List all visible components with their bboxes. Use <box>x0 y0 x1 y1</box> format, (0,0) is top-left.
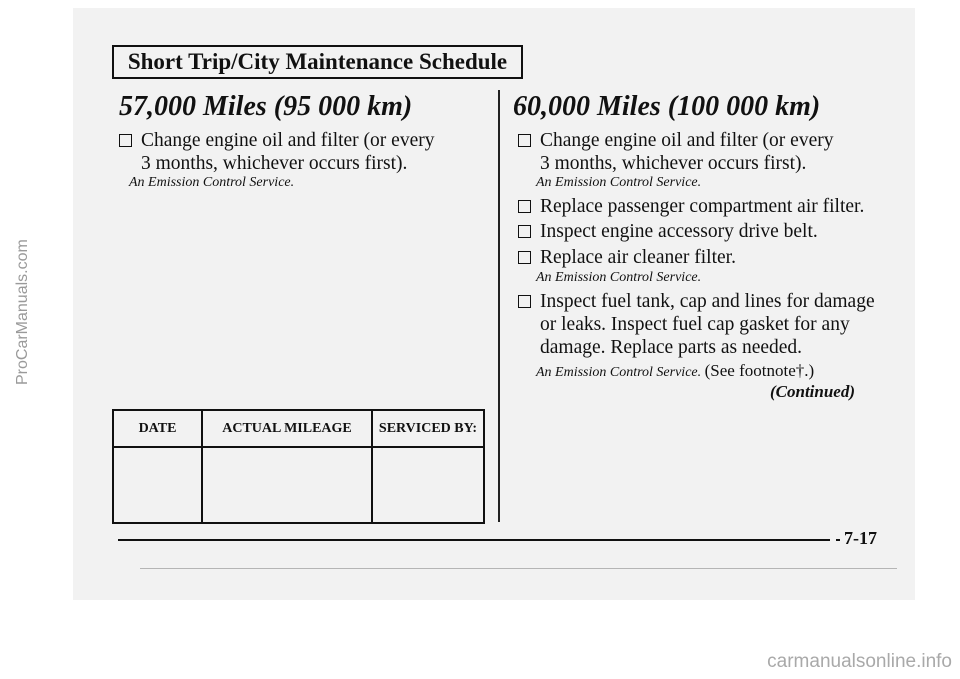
service-record-table <box>112 409 485 524</box>
page-number: 7-17 <box>840 528 881 549</box>
checkbox-icon[interactable] <box>119 134 132 147</box>
table-header-row <box>113 410 484 447</box>
right-item-5-text: Inspect fuel tank, cap and lines for damage or leaks. Inspect fuel cap gasket for any damage. Replace parts as needed. <box>540 291 875 358</box>
schedule-title: Short Trip/City Maintenance Schedule <box>127 49 508 74</box>
checkbox-icon[interactable] <box>518 251 531 264</box>
right-item-3 <box>518 220 878 243</box>
left-interval-heading: 57,000 Miles (95 000 km) <box>119 91 413 122</box>
schedule-title-box <box>112 45 523 79</box>
faint-scan-line <box>140 568 897 569</box>
right-item-5 <box>518 290 876 359</box>
bottom-watermark: carmanualsonline.info <box>767 651 952 672</box>
left-item-1-text: Change engine oil and filter (or every 3 months, whichever occurs first). <box>141 130 435 174</box>
serviced-by-column-header: SERVICED BY: <box>372 410 484 447</box>
continued-label: (Continued) <box>770 382 856 401</box>
left-item-1-note: An Emission Control Service. <box>129 175 295 190</box>
checkbox-icon[interactable] <box>518 134 531 147</box>
right-item-2-text: Replace passenger compartment air filter. <box>540 196 865 217</box>
checkbox-icon[interactable] <box>518 295 531 308</box>
side-watermark: ProCarManuals.com <box>14 239 31 385</box>
checkbox-icon[interactable] <box>518 200 531 213</box>
left-item-1 <box>119 129 449 175</box>
column-divider <box>498 90 500 522</box>
right-item-4-text: Replace air cleaner filter. <box>540 247 736 268</box>
footnote-reference: (See footnote†.) <box>704 361 815 380</box>
right-item-1-note: An Emission Control Service. <box>536 175 702 190</box>
right-item-3-text: Inspect engine accessory drive belt. <box>540 221 818 242</box>
date-column-header: DATE <box>113 410 202 447</box>
footer-rule <box>118 539 830 541</box>
right-item-4-note: An Emission Control Service. <box>536 270 702 285</box>
right-item-2 <box>518 195 878 218</box>
checkbox-icon[interactable] <box>518 225 531 238</box>
right-item-4 <box>518 246 878 269</box>
right-interval-heading: 60,000 Miles (100 000 km) <box>513 91 821 122</box>
serviced-by-cell[interactable] <box>372 447 484 523</box>
table-row <box>113 447 484 523</box>
right-item-1-text: Change engine oil and filter (or every 3 months, whichever occurs first). <box>540 130 834 174</box>
actual-mileage-column-header: ACTUAL MILEAGE <box>202 410 372 447</box>
actual-mileage-cell[interactable] <box>202 447 372 523</box>
right-item-1 <box>518 129 848 175</box>
right-item-5-note <box>536 361 814 381</box>
date-cell[interactable] <box>113 447 202 523</box>
right-item-5-note-text: An Emission Control Service. <box>536 365 702 380</box>
